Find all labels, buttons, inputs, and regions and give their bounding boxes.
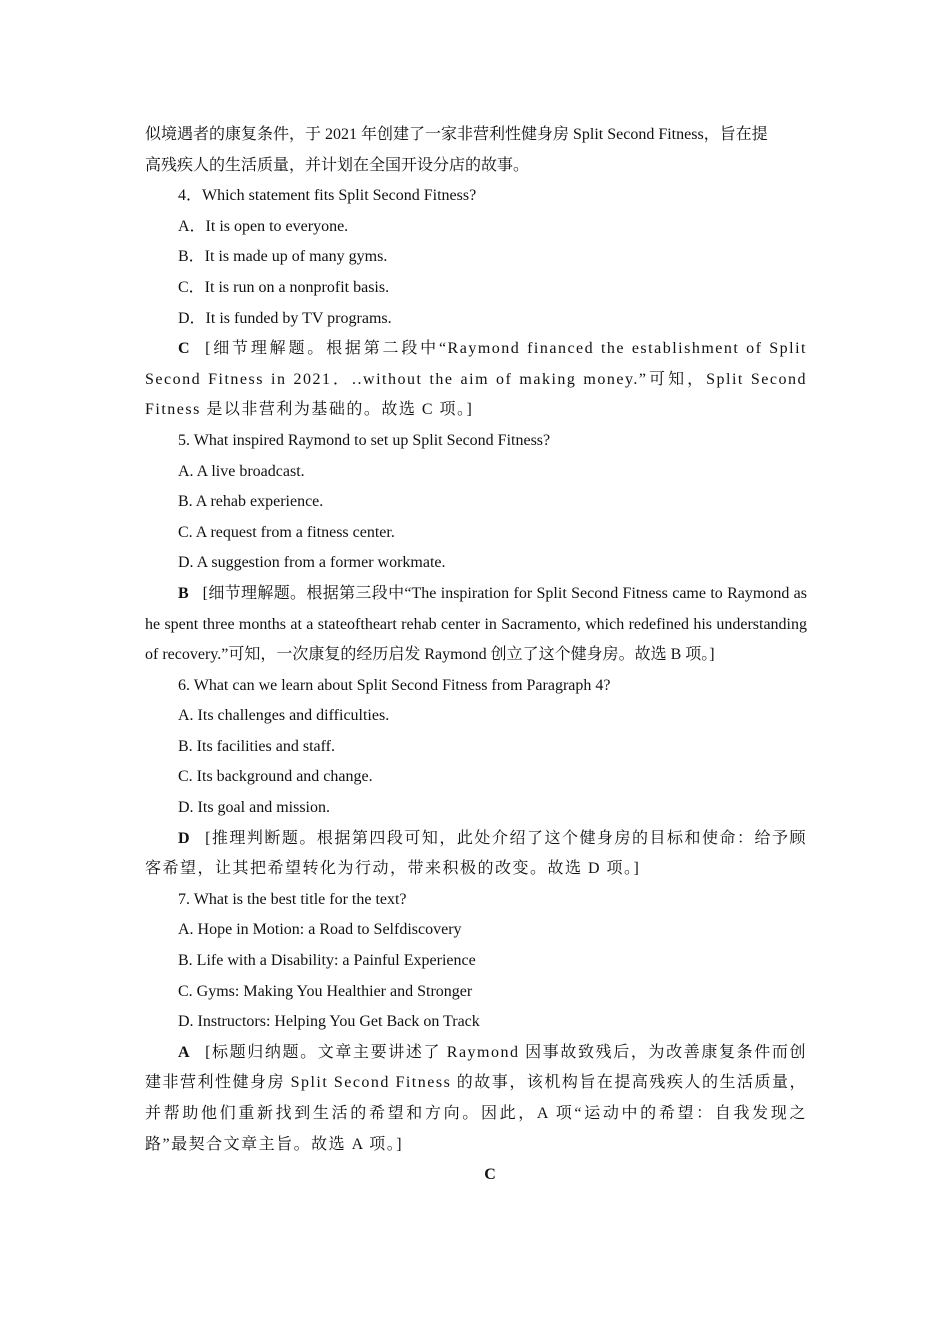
explanation-7 xyxy=(145,1038,807,1160)
intro-line: 似境遇者的康复条件，于 2021 年创建了一家非营利性健身房 Split Second Fitness，旨在提 xyxy=(145,126,768,143)
option-6a: A. Its challenges and difficulties. xyxy=(178,707,390,725)
intro-line: 高残疾人的生活质量，并计划在全国开设分店的故事。 xyxy=(145,156,530,174)
question-4: 4．Which statement fits Split Second Fitness? xyxy=(178,187,477,205)
option-5b: B. A rehab experience. xyxy=(178,493,324,511)
answer-7: A xyxy=(178,1043,192,1061)
document-page xyxy=(145,120,807,1191)
option-4d: D．It is funded by TV programs. xyxy=(178,309,392,327)
option-6b: B. Its facilities and staff. xyxy=(178,737,335,755)
option-7a: A. Hope in Motion: a Road to Selfdiscovery xyxy=(178,921,462,939)
option-7d: D. Instructors: Helping You Get Back on Track xyxy=(178,1013,480,1031)
explanation-4 xyxy=(145,334,807,426)
explanation-4-text: [细节理解题。根据第二段中“Raymond financed the establishment of Split Second Fitness in 2021．..without the aim of making money.”可知，Split Second Fitness 是以非营利为基础的。故选 C 项。] xyxy=(145,340,807,419)
option-7c: C. Gyms: Making You Healthier and Stronger xyxy=(178,982,473,1000)
question-6: 6. What can we learn about Split Second Fitness from Paragraph 4? xyxy=(178,676,611,694)
option-4b: B．It is made up of many gyms. xyxy=(178,248,388,266)
option-4a: A．It is open to everyone. xyxy=(178,217,349,235)
explanation-7-text: [标题归纳题。文章主要讲述了 Raymond 因事故致残后，为改善康复条件而创建非营利性健身房 Split Second Fitness 的故事，该机构旨在提高残疾人的生活质量，并帮助他们重新找到生活的希望和方向。因此，A 项“运动中的希望：自我发现之路”最契合文章主旨。故选 A 项。] xyxy=(145,1043,807,1153)
option-7b: B. Life with a Disability: a Painful Experience xyxy=(178,952,476,970)
question-5: 5. What inspired Raymond to set up Split Second Fitness? xyxy=(178,431,551,449)
option-4c: C．It is run on a nonprofit basis. xyxy=(178,278,390,296)
question-7: 7. What is the best title for the text? xyxy=(178,890,407,908)
answer-4: C xyxy=(178,340,192,358)
option-5c: C. A request from a fitness center. xyxy=(178,523,395,541)
answer-6: D xyxy=(178,829,192,847)
explanation-6-text: [推理判断题。根据第四段可知，此处介绍了这个健身房的目标和使命：给予顾客希望，让其把希望转化为行动，带来积极的改变。故选 D 项。] xyxy=(145,829,807,878)
explanation-6 xyxy=(145,824,807,885)
explanation-5-text: [细节理解题。根据第三段中“The inspiration for Split Second Fitness came to Raymond as he spent three months at a stateoftheart rehab center in Sacramento, which redefined his understanding of recovery.”可知，一次康复的经历启发 Raymond 创立了这个健身房。故选 B 项。] xyxy=(145,584,807,664)
explanation-5 xyxy=(145,579,807,671)
option-5d: D. A suggestion from a former workmate. xyxy=(178,554,446,572)
answer-5: B xyxy=(178,584,189,602)
option-6d: D. Its goal and mission. xyxy=(178,799,330,817)
option-5a: A. A live broadcast. xyxy=(178,462,305,480)
section-heading: C xyxy=(484,1166,496,1184)
option-6c: C. Its background and change. xyxy=(178,768,373,786)
